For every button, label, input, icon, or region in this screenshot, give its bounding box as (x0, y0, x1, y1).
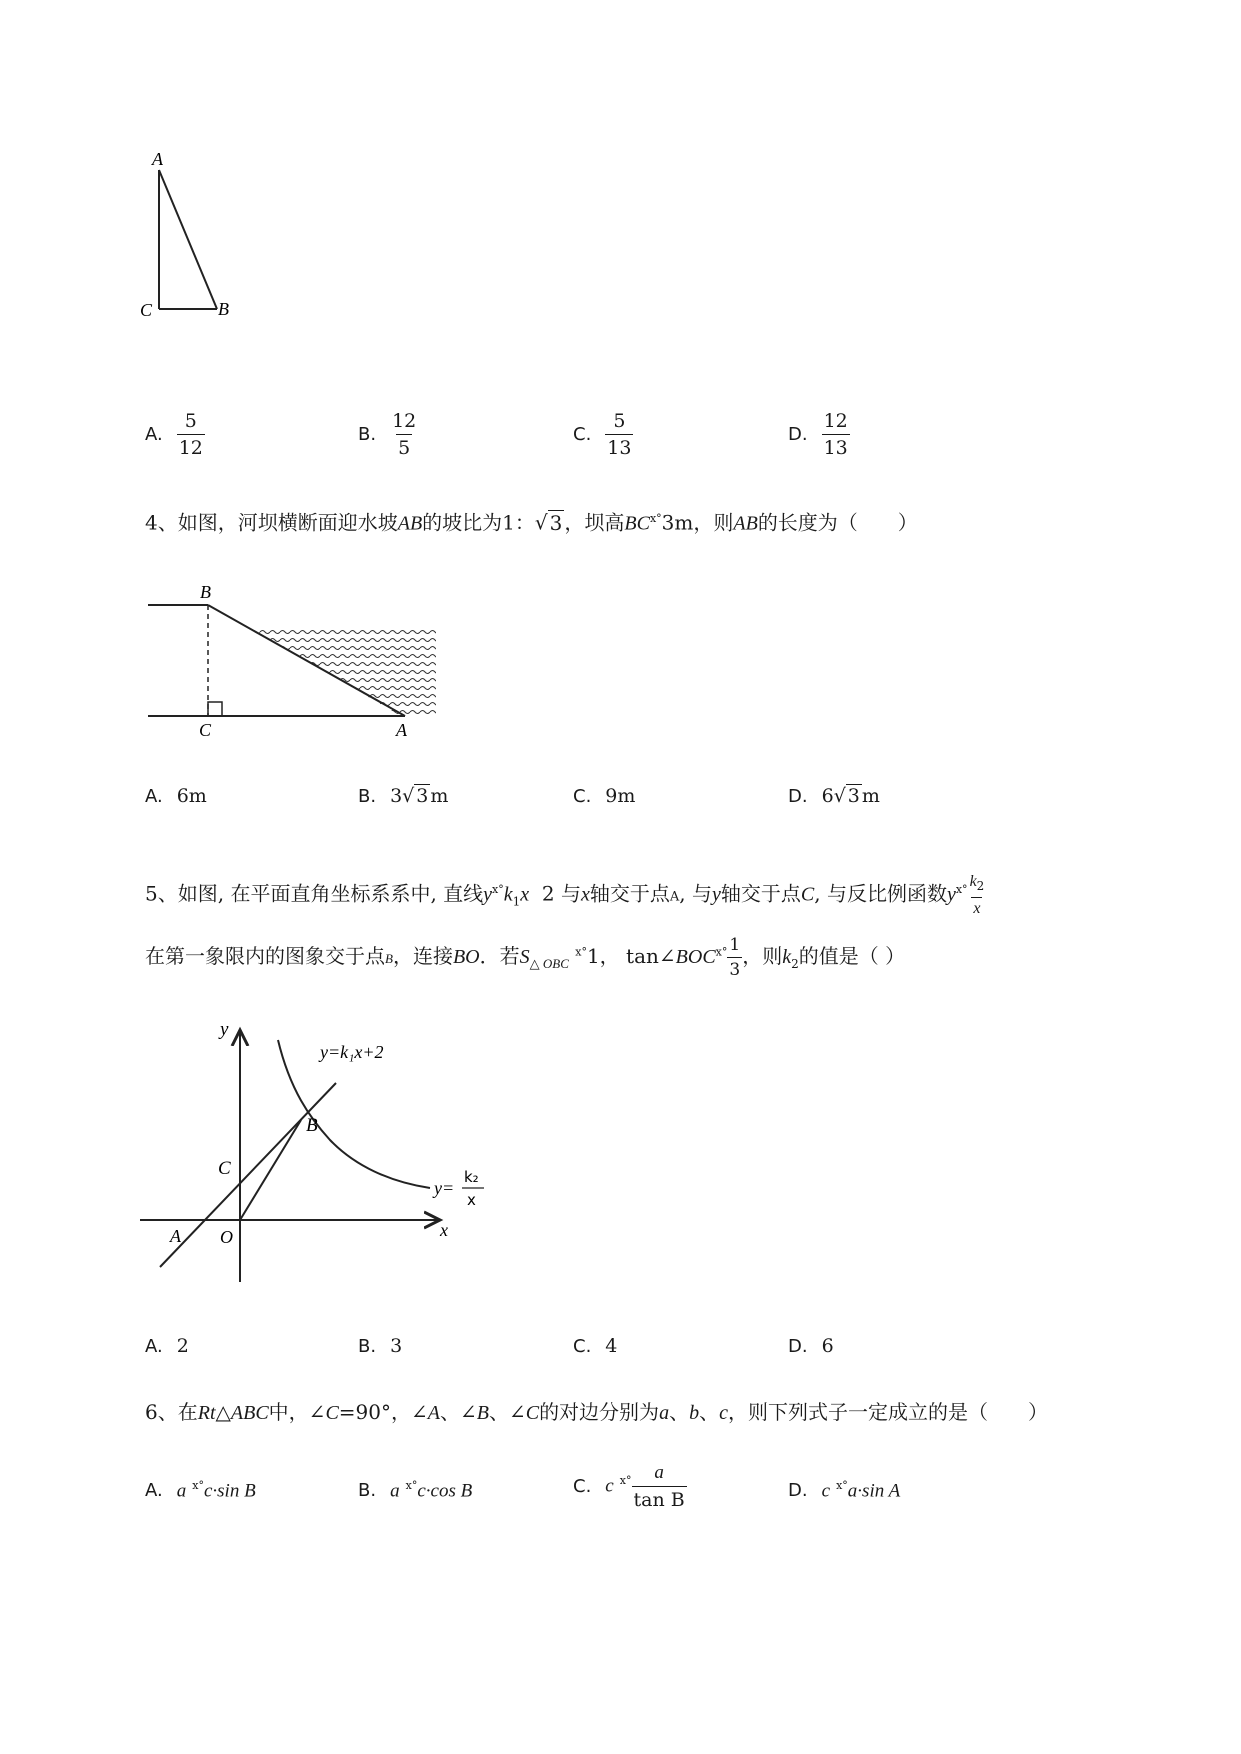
q6-option-d[interactable]: D. c $^{ⅹ^\circ}$a·sin A (788, 1479, 901, 1502)
q6-option-b[interactable]: B. a $^{ⅹ^\circ}$c·cos B (358, 1479, 473, 1502)
vertex-label-c: C (140, 300, 153, 320)
figure-dam-cross-section (140, 580, 460, 740)
q3-option-d[interactable]: D. $\frac{12}{13}$ (788, 410, 848, 459)
q4-question: 4、如图，河坝横断面迎水坡AB的坡比为1：√ 3 ，坝高$BC^{ⅹ^\circ}3m$，则AB的长度为（ ） (145, 510, 918, 535)
curve-equation-label-num: k₂ (464, 1168, 479, 1186)
vertex-label-a: A (152, 150, 163, 169)
q5-option-c[interactable]: C. 4 (573, 1335, 618, 1357)
q6-question: 6、在Rt△ABC中，∠C=90°，∠A、∠B、∠C的对边分别为a、b、c，则下列式子一定成立的是（ ） (145, 1400, 1048, 1424)
q5-question-line1: 5、如图, 在平面直角坐标系系中, 直线$y^{ⅹ^\circ}k_1x$ 2 与x轴交于点A, 与y轴交于点C, 与反比例函数$y^{ⅹ^\circ}$ $\frac{k_2}{x}$ (145, 873, 985, 918)
curve-equation-label-y: y= (434, 1178, 455, 1198)
q4-option-d[interactable]: D. 6√ 3 m (788, 785, 880, 807)
point-label-b: B (306, 1115, 318, 1136)
q4-option-a[interactable]: A. 6m (145, 785, 207, 807)
figure-right-triangle (130, 150, 270, 330)
curve-equation-label-den: x (467, 1191, 476, 1209)
q3-option-b[interactable]: B. $\frac{12}{5}$ (358, 410, 417, 459)
dam-label-c: C (199, 720, 212, 740)
q4-option-b[interactable]: B. 3√ 3 m (358, 785, 449, 807)
figure-coordinate-graph (140, 1010, 500, 1290)
q5-option-a[interactable]: A. 2 (145, 1335, 189, 1357)
dam-label-b: B (200, 582, 211, 602)
point-label-c: C (218, 1158, 231, 1179)
line-equation-label: y=k₁x+2 (320, 1042, 384, 1062)
q6-option-c[interactable]: C. c $^{ⅹ^\circ}$ $\frac{a}{\text{tan B}}$ (573, 1462, 685, 1511)
q5-question-line2: 在第一象限内的图象交于点B，连接BO．若$S_{\triangle OBC}$ $^{ⅹ^\circ}$1， $\tan\angle BOC^{ⅹ^\circ}$ $\frac{1}{3}$ ，则$k_2$的值是（ ） (145, 935, 906, 980)
point-label-o: O (220, 1227, 233, 1247)
q6-option-a[interactable]: A. a $^{ⅹ^\circ}$c·sin B (145, 1479, 256, 1502)
q5-option-d[interactable]: D. 6 (788, 1335, 834, 1357)
q5-option-b[interactable]: B. 3 (358, 1335, 403, 1357)
point-label-a: A (170, 1226, 181, 1246)
q3-option-a[interactable]: A. $\frac{5}{12}$ (145, 410, 203, 459)
vertex-label-b: B (218, 299, 229, 319)
axis-label-y: y (220, 1019, 229, 1040)
axis-label-x: x (440, 1220, 448, 1240)
q3-option-c[interactable]: C. $\frac{5}{13}$ (573, 410, 632, 459)
dam-label-a: A (396, 720, 407, 740)
q4-option-c[interactable]: C. 9m (573, 785, 636, 807)
